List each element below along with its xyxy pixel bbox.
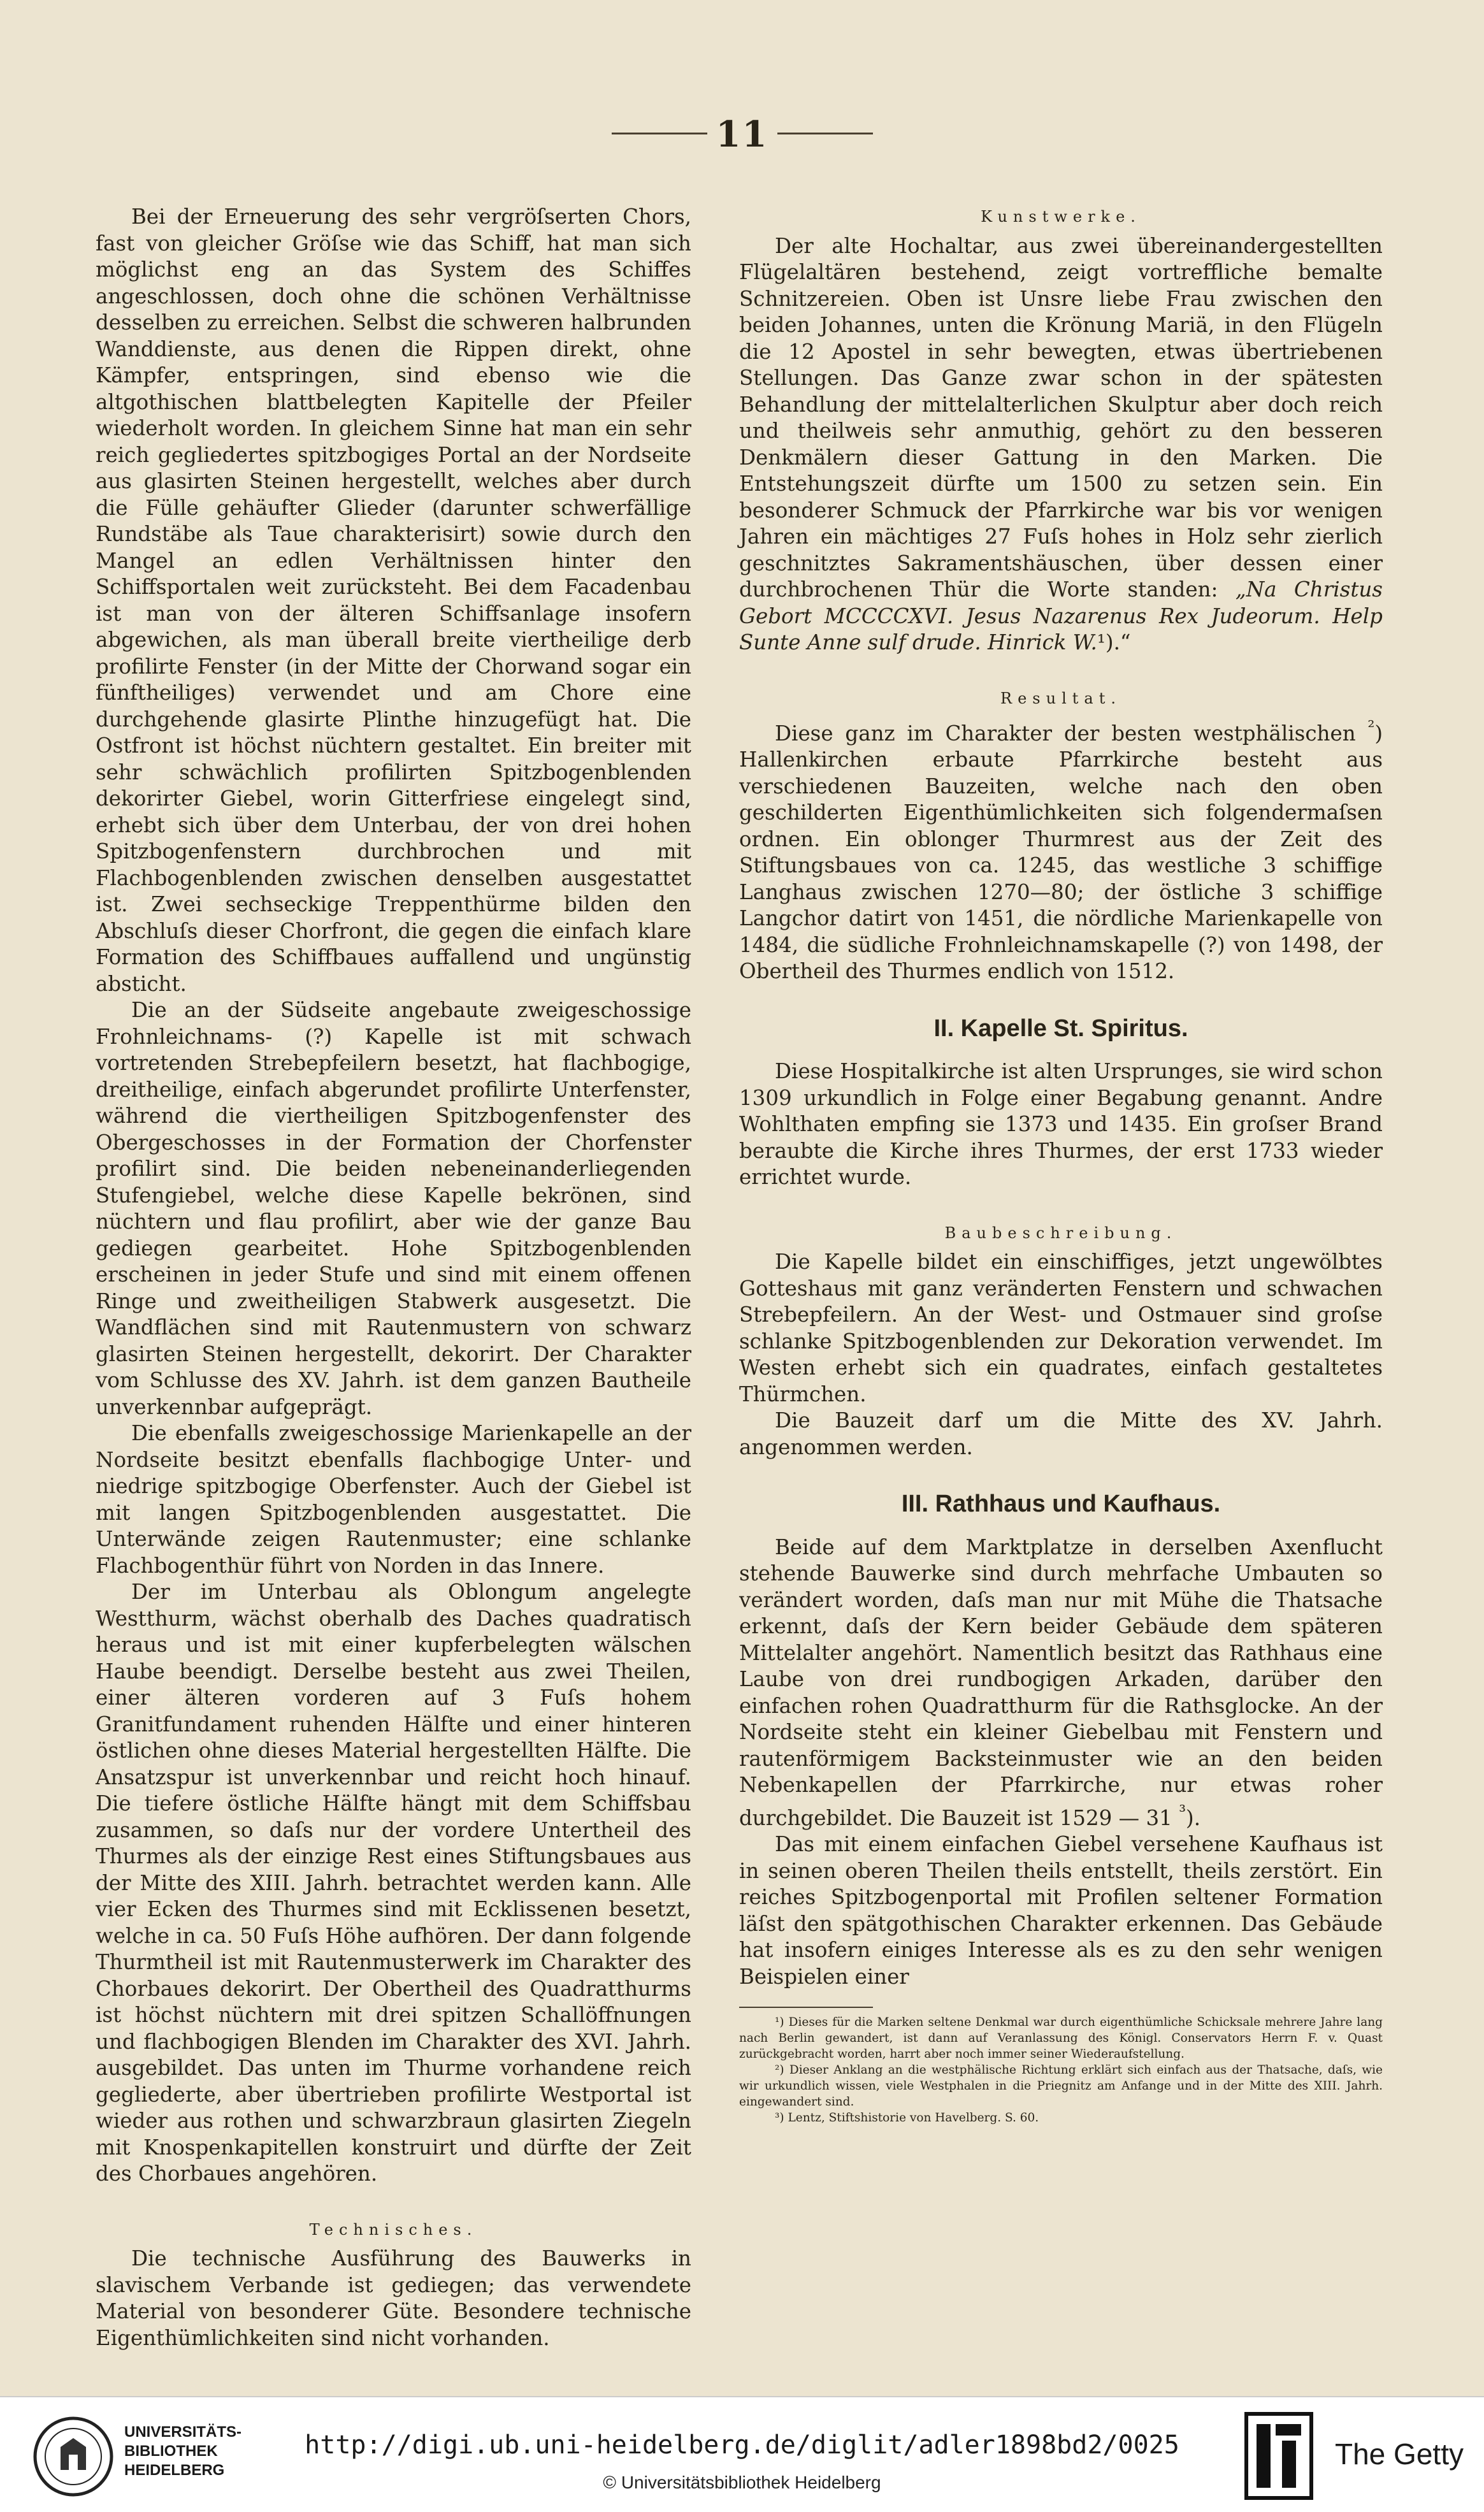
spacer <box>739 1191 1383 1210</box>
heading-technisches: Technisches. <box>309 2220 478 2239</box>
heading-kunstwerke: Kunstwerke. <box>981 208 1141 226</box>
page-number: 11 <box>716 113 768 155</box>
paragraph-baubeschreibung-1: Die Kapelle bildet ein einschiffiges, jetzt ungewölbtes Gotteshaus mit ganz veränderten Fenstern und schwachen Strebepfeilern. An der West- und Ostmauer sind groſse schlanke Spitzbogenblenden zur Dekoration verwendet. Im Westen erhebt sich ein quadrates, einfach gestaltetes Thürmchen. <box>739 1250 1383 1406</box>
right-column <box>739 204 1383 2126</box>
spacer <box>96 2188 691 2207</box>
left-column <box>96 204 691 2351</box>
library-line-3: HEIDELBERG <box>124 2462 225 2479</box>
rathhaus-text-a: Beide auf dem Marktplatze in derselben Axenflucht stehende Bauwerke sind durch mehrfache Umbauten so verändert worden, daſs man nur mit Mühe die Thatsache erkennt, daſs der Kern beider Gebäude dem späteren Mittelalter angehört. Namentlich besitzt das Rathhaus eine Laube von drei rundbogigen Arkaden, darüber den einfachen rohen Quadratthurm für die Rathsglocke. An der Nordseite steht ein kleiner Giebelbau mit Fenstern und rautenförmigem Backsteinmuster wie an den beiden Nebenkapellen der Pfarrkirche, nur etwas roher durchgebildet. Die Bauzeit ist 1529 — 31 <box>739 1534 1383 1830</box>
kunstwerke-text: Der alte Hochaltar, aus zwei übereinandergestellten Flügelaltären bestehend, zeigt vortreffliche bemalte Schnitzereien. Oben ist Unsre liebe Frau zwischen den beiden Johannes, unten die Krönung Mariä, in den Flügeln die 12 Apostel in sehr bewegten, etwas übertriebenen Stellungen. Das Ganze zwar schon in der spätesten Behandlung der mittelalterlichen Skulptur aber doch reich und theilweis sehr anmuthig, gehört zu den besseren Denkmälern dieser Gattung in den Marken. Die Entstehungszeit dürfte um 1500 zu setzen sein. Ein besonderer Schmuck der Pfarrkirche war bis vor wenigen Jahren ein mächtiges 27 Fuſs hohes in Holz sehr zierlich geschnitztes Sakramentshäuschen, über dessen einer durchbrochenen Thür die Worte standen: <box>739 233 1383 602</box>
paragraph-resultat <box>739 714 1383 985</box>
paragraph-chor: Bei der Erneuerung des sehr vergröſserten Chors, fast von gleicher Gröſse wie das Schiff, hat man sich möglichst eng an das System des Schiffes angeschlossen, doch ohne die schönen Verhältnisse desselben zu erreichen. Selbst die schweren halbrunden Wanddienste, aus denen die Rippen direkt, ohne Kämpfer, entspringen, sind ebenso wie die altgothischen blattbelegten Kapitelle der Pfeiler wiederholt worden. In gleichem Sinne hat man ein sehr reich gegliedertes spitzbogiges Portal an der Nordseite aus glasirten Steinen hergestellt, welches aber durch die Fülle gehäufter Glieder (darunter schwerfällige Rundstäbe als Taue charakterisirt) sowie durch den Mangel an edlen Verhältnissen hinter den Schiffsportalen weit zurücksteht. Bei dem Facadenbau ist man von der älteren Schiffsanlage insofern abgewichen, als man überall breite viertheilige derb profilirte Fenster (in der Mitte der Chorwand sogar ein fünftheiliges) verwendet und am Chore eine durchgehende glasirte Plinthe hinzugefügt hat. Die Ostfront ist höchst nüchtern gestaltet. Ein breiter mit sehr schwächlich profilirten Spitzbogenblenden dekorirter Giebel, worin Gitterfriese eingelegt sind, erhebt sich über dem Unterbau, der von drei hohen Spitzbogenfenstern durchbrochen und mit Flachbogenblenden zwischen denselben ausgestattet ist. Zwei sechseckige Treppenthürme bilden den Abschluſs dieser Chorfront, die gegen die einfach klare Formation des Schiffbaues auffallend und ungünstig absticht. <box>96 205 691 996</box>
paragraph-westthurm: Der im Unterbau als Oblongum angelegte Westthurm, wächst oberhalb des Daches quadratisch heraus und ist mit einer kupferbelegten wälschen Haube beendigt. Derselbe besteht aus zwei Theilen, einer älteren vorderen auf 3 Fuſs hohem Granitfundament ruhenden Hälfte und einer hinteren östlichen ohne dieses Material hergestellten Hälfte. Die Ansatzspur ist unverkennbar und reicht hoch hinauf. Die tiefere östliche Hälfte hängt mit dem Schiffsbau zusammen, so daſs nur der vordere Untertheil des Thurmes als der einzige Rest eines Stiftungsbaues aus der Mitte des XIII. Jahrh. betrachtet werden kann. Alle vier Ecken des Thurmes sind mit Ecklissenen besetzt, welche in ca. 50 Fuſs Höhe aufhören. Der dann folgende Thurmtheil ist mit Rautenmusterwerk im Charakter des Chorbaues dekorirt. Der Obertheil des Quadratthurms ist höchst nüchtern mit drei spitzen Schallöffnungen und flachbogigen Blenden im Charakter des XVI. Jahrh. ausgebildet. Das unten im Thurme vorhandene reich gegliederte, aber übertrieben profilirte Westportal ist wieder aus rothen und schwarzbraun glasirten Ziegeln mit Knospenkapitellen konstruirt und dürfte der Zeit des Chorbaues angehören. <box>96 1580 691 2186</box>
paragraph-technisches: Die technische Ausführung des Bauwerks in slavischem Verbande ist gediegen; das verwendete Material von besonderer Güte. Besondere technische Eigenthümlichkeiten sind nicht vorhanden. <box>96 2246 691 2350</box>
heading-baubeschreibung: Baubeschreibung. <box>944 1224 1178 1242</box>
copyright-notice: © Universitätsbibliothek Heidelberg <box>603 2472 881 2492</box>
heading-rathhaus-kaufhaus: III. Rathhaus und Kaufhaus. <box>901 1491 1221 1518</box>
viewer-footer <box>0 2396 1484 2512</box>
permalink-url[interactable]: http://digi.ub.uni-heidelberg.de/diglit/adler1898bd2/0025 <box>305 2430 1179 2460</box>
footnote-3: ³) Lentz, Stiftshistorie von Havelberg. S. 60. <box>775 2111 1039 2125</box>
paragraph-kunstwerke <box>739 233 1383 656</box>
getty-logo-icon <box>1244 2411 1314 2501</box>
resultat-text-a: Diese ganz im Charakter der besten westphälischen <box>775 721 1356 746</box>
paragraph-kaufhaus: Das mit einem einfachen Giebel versehene Kaufhaus ist in seinen oberen Theilen theils entstellt, theils zerstört. Ein reiches Spitzbogenportal mit Profilen seltener Formation läſst den spätgothischen Charakter erkennen. Das Gebäude hat insofern einiges Interesse als es zu den sehr wenigen Beispielen einer <box>739 1832 1383 1989</box>
paragraph-baubeschreibung-2: Die Bauzeit darf um die Mitte des XV. Jahrh. angenommen werden. <box>739 1408 1383 1459</box>
footnote-2: ²) Dieser Anklang an die westphälische Richtung erklärt sich einfach aus der Thatsache, daſs, wie wir urkundlich wissen, viele Westphalen in die Priegnitz am Anfange und in der Mitte des XIII. Jahrh. eingewandert sind. <box>739 2063 1383 2109</box>
spacer <box>739 656 1383 675</box>
paragraph-frohnleichnamskapelle: Die an der Südseite angebaute zweigeschossige Frohnleichnams- (?) Kapelle ist mit schwach vortretenden Strebepfeilern besetzt, hat flachbogige, dreitheilige, einfach abgerundet profilirte Unterfenster, während die viertheiligen Spitzbogenfenster des Obergeschosses in der Formation der Chorfenster profilirt sind. Die beiden nebeneinanderliegenden Stufengiebel, welche diese Kapelle bekrönen, sind nüchtern und flau profilirt, aber wie der ganze Bau gediegen gearbeitet. Hohe Spitzbogenblenden erscheinen in jeder Stufe und sind mit einem offenen Ringe und zweitheiligen Stabwerk ausgesetzt. Die Wandflächen sind mit Rautenmustern von schwarz glasirten Steinen hergestellt, dekorirt. Der Charakter vom Schlusse des XV. Jahrh. ist dem ganzen Bautheile unverkennbar aufgeprägt. <box>96 998 691 1419</box>
kunstwerke-quote: „Na Christus Gebort MCCCCXVI. Jesus Nazarenus Rex Judeorum. Help Sunte Anne sulf drude. Hinrick W. <box>739 577 1383 654</box>
library-line-1: UNIVERSITÄTS- <box>124 2423 242 2441</box>
getty-label: The Getty <box>1335 2437 1464 2471</box>
footnote-rule <box>739 2007 873 2008</box>
header-rule-right <box>777 133 873 134</box>
paragraph-st-spiritus: Diese Hospitalkirche ist alten Ursprunges, sie wird schon 1309 urkundlich in Folge einer Begabung genannt. Andre Wohlthaten empfing sie 1373 und 1435. Ein groſser Brand beraubte die Kirche ihres Thurmes, der erst 1733 wieder errichtet wurde. <box>739 1059 1383 1190</box>
resultat-text-b: ) Hallenkirchen erbaute Pfarrkirche besteht aus verschiedenen Bauzeiten, welche nach den oben geschilderten Eigenthümlichkeiten sich folgendermaſsen ordnen. Ein oblonger Thurmrest aus der Zeit des Stiftungsbaues von ca. 1245, das westliche 3 schiffige Langhaus zwischen 1270—80; der östliche 3 schiffige Langchor datirt von 1451, die nördliche Marienkapelle von 1484, die südliche Frohnleichnamskapelle (?) von 1498, der Obertheil des Thurmes endlich von 1512. <box>739 721 1383 984</box>
paragraph-rathhaus <box>739 1534 1383 1831</box>
paragraph-marienkapelle: Die ebenfalls zweigeschossige Marienkapelle an der Nordseite besitzt ebenfalls flachbogige Unter- und niedrige spitzbogige Oberfenster. Auch der Giebel ist mit langen Spitzbogenblenden ausgestattet. Die Unterwände zeigen Rautenmuster; eine schlanke Flachbogenthür führt von Norden in das Innere. <box>96 1421 691 1578</box>
library-line-2: BIBLIOTHEK <box>124 2443 218 2460</box>
footnote-1: ¹) Dieses für die Marken seltene Denkmal war durch eigenthümliche Schicksale mehrere Jahre lang nach Berlin gewandert, ist dann auf Veranlassung des Königl. Conservators Herrn F. v. Quast zurückgebracht worden, harrt aber noch immer seiner Wiederaufstellung. <box>739 2016 1383 2061</box>
rathhaus-text-b: ). <box>1186 1805 1201 1830</box>
heading-resultat: Resultat. <box>1000 689 1121 707</box>
heading-kapelle-st-spiritus: II. Kapelle St. Spiritus. <box>933 1014 1188 1042</box>
rathhaus-footnote-ref: ³ <box>1179 1801 1186 1822</box>
kunstwerke-quote-ref: ¹).“ <box>1097 630 1131 654</box>
resultat-footnote-ref: ² <box>1367 718 1375 737</box>
